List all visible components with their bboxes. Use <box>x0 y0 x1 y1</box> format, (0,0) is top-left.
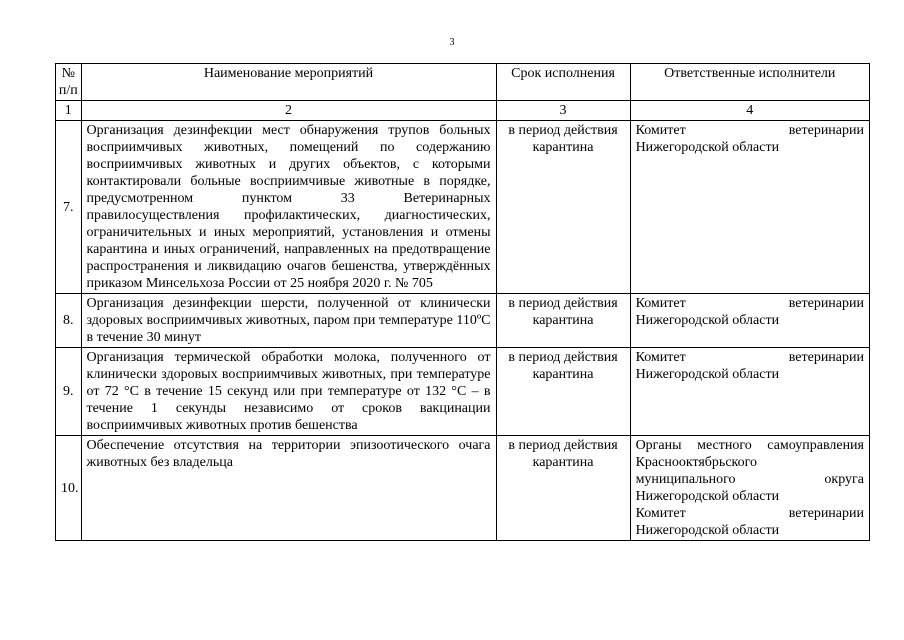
measure-term: в период действия карантина <box>496 348 630 436</box>
row-number: 10. <box>56 436 82 541</box>
measure-term: в период действия карантина <box>496 294 630 348</box>
responsible-line: Комитет ветеринарии <box>635 350 864 365</box>
measure-responsible <box>630 121 869 294</box>
measure-responsible <box>630 348 869 436</box>
responsible-line: Нижегородской области <box>635 523 780 538</box>
row-number: 8. <box>56 294 82 348</box>
responsible-line: Нижегородской области <box>635 313 780 328</box>
row-number: 9. <box>56 348 82 436</box>
measure-name: Обеспечение отсутствия на территории эпизоотического очага животных без владельца <box>81 436 496 541</box>
table-row <box>56 294 870 348</box>
row-number: 7. <box>56 121 82 294</box>
page-number: 3 <box>449 37 455 48</box>
table-row <box>56 436 870 541</box>
responsible-line: Комитет ветеринарии <box>635 296 864 311</box>
measure-term: в период действия карантина <box>496 121 630 294</box>
measure-term: в период действия карантина <box>496 436 630 541</box>
responsible-line: Комитет ветеринарии <box>635 506 864 521</box>
column-index-row <box>56 101 870 121</box>
column-index: 4 <box>630 101 869 121</box>
measure-responsible <box>630 436 869 541</box>
responsible-line: Комитет ветеринарии <box>635 123 864 138</box>
measure-responsible <box>630 294 869 348</box>
responsible-line: Краснооктябрьского <box>635 455 758 470</box>
column-index: 2 <box>81 101 496 121</box>
measure-name: Организация дезинфекции мест обнаружения трупов больных восприимчивых животных, помещений по содержанию восприимчивых животных и других объектов, с которыми контактировали больные восприимчивые животные в порядке, предусмотренном пунктом 33 Ветеринарных правилосуществления профилактических, диагностических, ограничительных и иных мероприятий, установления и отмены карантина и иных ограничений, направленных на предотвращение распространения и ликвидацию очагов бешенства, утверждённых приказом Минсельхоза России от 25 ноября 2020 г. № 705 <box>81 121 496 294</box>
table-row <box>56 348 870 436</box>
responsible-line: Нижегородской области <box>635 367 780 382</box>
column-index: 1 <box>56 101 82 121</box>
measure-name: Организация термической обработки молока, полученного от клинически здоровых восприимчивых животных, при температуре от 72 °С в течение 15 секунд или при температуре от 132 °С – в течение 1 секунды независимо от сроков вакцинации восприимчивых животных против бешенства <box>81 348 496 436</box>
responsible-line: Нижегородской области <box>635 489 780 504</box>
measure-name: Организация дезинфекции шерсти, полученной от клинически здоровых восприимчивых животных, паром при температуре 110ºС в течение 30 минут <box>81 294 496 348</box>
header-name: Наименование мероприятий <box>81 64 496 101</box>
header-term: Срок исполнения <box>496 64 630 101</box>
measures-table <box>55 63 870 541</box>
responsible-line: Органы местного самоуправления <box>635 438 864 453</box>
responsible-line: Нижегородской области <box>635 140 780 155</box>
column-index: 3 <box>496 101 630 121</box>
responsible-line: муниципального округа <box>635 472 864 487</box>
header-responsible: Ответственные исполнители <box>630 64 869 101</box>
header-num: № п/п <box>56 64 82 101</box>
table-row <box>56 121 870 294</box>
table-header-row <box>56 64 870 101</box>
